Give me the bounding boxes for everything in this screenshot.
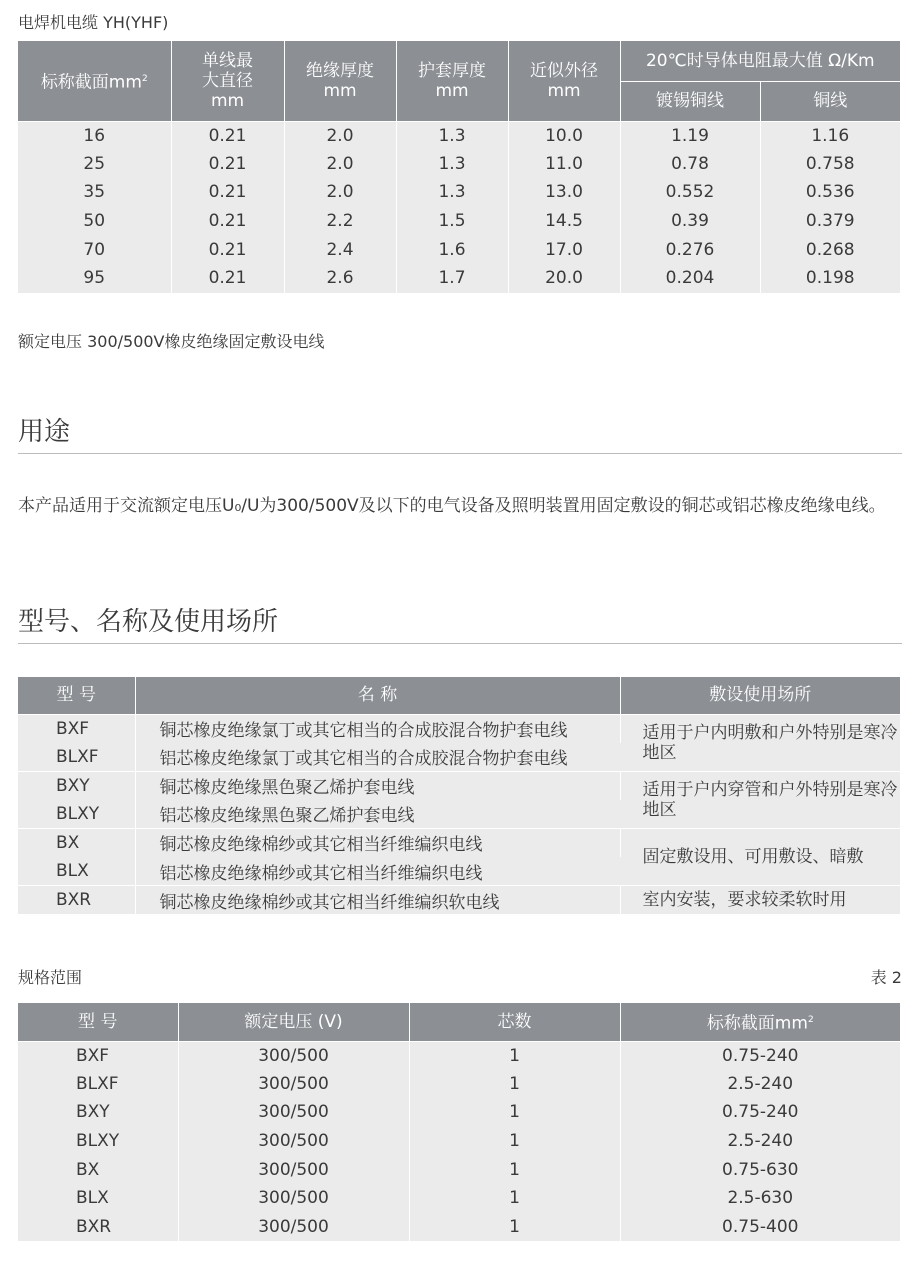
table-row [18, 1098, 900, 1127]
header-nominal-area: 标称截面$mm^2$ [620, 1003, 900, 1041]
cell-voltage: 300/500 [178, 1213, 409, 1242]
cell-voltage: 300/500 [178, 1098, 409, 1127]
header-copper: 铜线 [760, 81, 900, 121]
cell-insulation: 2.6 [284, 264, 396, 293]
cell-sheath: 1.6 [396, 235, 508, 264]
cell-outer: 14.5 [508, 207, 620, 236]
cell-outer: 10.0 [508, 121, 620, 150]
divider [18, 643, 902, 644]
cell-model: BLXF [18, 743, 135, 772]
cell-cores: 1 [409, 1184, 620, 1213]
cell-model: BX [18, 828, 135, 857]
cell-model: BXY [18, 1098, 178, 1127]
table-row [18, 1070, 900, 1099]
cell-sheath: 1.3 [396, 150, 508, 179]
table-row [18, 121, 900, 150]
header-cores: 芯数 [409, 1003, 620, 1041]
table-row [18, 771, 900, 800]
cell-copper: 0.198 [760, 264, 900, 293]
divider [18, 453, 902, 454]
cell-cores: 1 [409, 1155, 620, 1184]
cell-sheath: 1.3 [396, 121, 508, 150]
cell-insulation: 2.0 [284, 178, 396, 207]
table-row [18, 886, 900, 915]
cell-insulation: 2.4 [284, 235, 396, 264]
cell-model: BLXY [18, 1127, 178, 1156]
cell-tinned: 0.552 [620, 178, 760, 207]
table1-caption: 电焊机电缆 YH(YHF) [18, 13, 169, 32]
cell-insulation: 2.2 [284, 207, 396, 236]
cell-area: 0.75-240 [620, 1098, 900, 1127]
cell-copper: 0.758 [760, 150, 900, 179]
cell-insulation: 2.0 [284, 150, 396, 179]
cell-area: 0.75-400 [620, 1213, 900, 1242]
cell-area: 2.5-240 [620, 1070, 900, 1099]
cell-name: 铜芯橡皮绝缘氯丁或其它相当的合成胶混合物护套电线 [135, 714, 620, 743]
cell-usage: 适用于户内穿管和户外特别是寒冷地区 [620, 771, 900, 828]
cell-name: 铜芯橡皮绝缘棉纱或其它相当纤维编织电线 [135, 828, 620, 857]
cell-diameter: 0.21 [171, 264, 284, 293]
use-description: 本产品适用于交流额定电压U₀/U为300/500V及以下的电气设备及照明装置用固定敷设的铜芯或铝芯橡皮绝缘电线。 [18, 496, 886, 516]
header-nominal-area: 标称截面$mm^2$ [18, 41, 171, 121]
cell-tinned: 0.204 [620, 264, 760, 293]
cell-cores: 1 [409, 1098, 620, 1127]
table-number: 表 2 [870, 968, 902, 987]
table-row [18, 1041, 900, 1070]
header-wire-diameter: 单线最大直径mm [171, 41, 284, 121]
table-row [18, 150, 900, 179]
cell-model: BXF [18, 1041, 178, 1070]
cell-cores: 1 [409, 1127, 620, 1156]
cell-diameter: 0.21 [171, 207, 284, 236]
table-row [18, 1213, 900, 1242]
section-heading-models: 型号、名称及使用场所 [18, 607, 279, 637]
cell-area: 0.75-630 [620, 1155, 900, 1184]
cell-sheath: 1.3 [396, 178, 508, 207]
cable-spec-table [18, 41, 900, 293]
cell-outer: 17.0 [508, 235, 620, 264]
cell-diameter: 0.21 [171, 150, 284, 179]
cell-model: BXR [18, 886, 135, 915]
cell-cores: 1 [409, 1070, 620, 1099]
cell-tinned: 1.19 [620, 121, 760, 150]
cell-copper: 0.379 [760, 207, 900, 236]
cell-name: 铝芯橡皮绝缘黑色聚乙烯护套电线 [135, 800, 620, 829]
cell-model: BXY [18, 771, 135, 800]
cell-outer: 20.0 [508, 264, 620, 293]
cell-voltage: 300/500 [178, 1127, 409, 1156]
cell-sheath: 1.7 [396, 264, 508, 293]
table-row [18, 264, 900, 293]
cell-cores: 1 [409, 1213, 620, 1242]
cell-area: 2.5-240 [620, 1127, 900, 1156]
cell-tinned: 0.39 [620, 207, 760, 236]
cell-area: 0.75-240 [620, 1041, 900, 1070]
model-usage-table [18, 677, 900, 914]
cell-copper: 0.268 [760, 235, 900, 264]
cell-cores: 1 [409, 1041, 620, 1070]
spec-range-table [18, 1003, 900, 1241]
cell-voltage: 300/500 [178, 1184, 409, 1213]
cell-usage: 室内安装，要求较柔软时用 [620, 886, 900, 915]
cell-voltage: 300/500 [178, 1070, 409, 1099]
table-row [18, 207, 900, 236]
cell-name: 铝芯橡皮绝缘氯丁或其它相当的合成胶混合物护套电线 [135, 743, 620, 772]
cell-outer: 13.0 [508, 178, 620, 207]
cell-diameter: 0.21 [171, 178, 284, 207]
header-insulation-thickness: 绝缘厚度mm [284, 41, 396, 121]
cell-outer: 11.0 [508, 150, 620, 179]
header-name: 名 称 [135, 677, 620, 714]
header-rated-voltage: 额定电压 (V) [178, 1003, 409, 1041]
subtitle: 额定电压 300/500V橡皮绝缘固定敷设电线 [18, 332, 325, 351]
cell-area: 70 [18, 235, 171, 264]
cell-name: 铜芯橡皮绝缘黑色聚乙烯护套电线 [135, 771, 620, 800]
table-row [18, 1184, 900, 1213]
cell-area: 50 [18, 207, 171, 236]
cell-name: 铜芯橡皮绝缘棉纱或其它相当纤维编织软电线 [135, 886, 620, 915]
cell-model: BXF [18, 714, 135, 743]
cell-model: BX [18, 1155, 178, 1184]
cell-area: 25 [18, 150, 171, 179]
cell-sheath: 1.5 [396, 207, 508, 236]
cell-copper: 0.536 [760, 178, 900, 207]
cell-area: 16 [18, 121, 171, 150]
cell-area: 2.5-630 [620, 1184, 900, 1213]
header-tinned-copper: 镀锡铜线 [620, 81, 760, 121]
cell-tinned: 0.276 [620, 235, 760, 264]
cell-model: BLX [18, 1184, 178, 1213]
cell-area: 35 [18, 178, 171, 207]
cell-model: BXR [18, 1213, 178, 1242]
header-outer-diameter: 近似外径mm [508, 41, 620, 121]
cell-copper: 1.16 [760, 121, 900, 150]
table-row [18, 828, 900, 857]
header-resistance: 20℃时导体电阻最大值 Ω/Km [620, 41, 900, 81]
table-row [18, 1155, 900, 1184]
header-sheath-thickness: 护套厚度mm [396, 41, 508, 121]
cell-diameter: 0.21 [171, 121, 284, 150]
header-model: 型 号 [18, 1003, 178, 1041]
table-row [18, 178, 900, 207]
header-model: 型 号 [18, 677, 135, 714]
section-heading-use: 用途 [18, 417, 71, 447]
cell-model: BLXF [18, 1070, 178, 1099]
cell-voltage: 300/500 [178, 1155, 409, 1184]
cell-insulation: 2.0 [284, 121, 396, 150]
table-row [18, 235, 900, 264]
cell-tinned: 0.78 [620, 150, 760, 179]
cell-model: BLX [18, 857, 135, 886]
table-row [18, 714, 900, 743]
cell-usage: 适用于户内明敷和户外特别是寒冷地区 [620, 714, 900, 771]
cell-diameter: 0.21 [171, 235, 284, 264]
spec-range-caption: 规格范围 [18, 968, 83, 987]
cell-voltage: 300/500 [178, 1041, 409, 1070]
cell-model: BLXY [18, 800, 135, 829]
header-usage: 敷设使用场所 [620, 677, 900, 714]
cell-name: 铝芯橡皮绝缘棉纱或其它相当纤维编织电线 [135, 857, 620, 886]
table-row [18, 1127, 900, 1156]
cell-area: 95 [18, 264, 171, 293]
cell-usage: 固定敷设用、可用敷设、暗敷 [620, 828, 900, 885]
